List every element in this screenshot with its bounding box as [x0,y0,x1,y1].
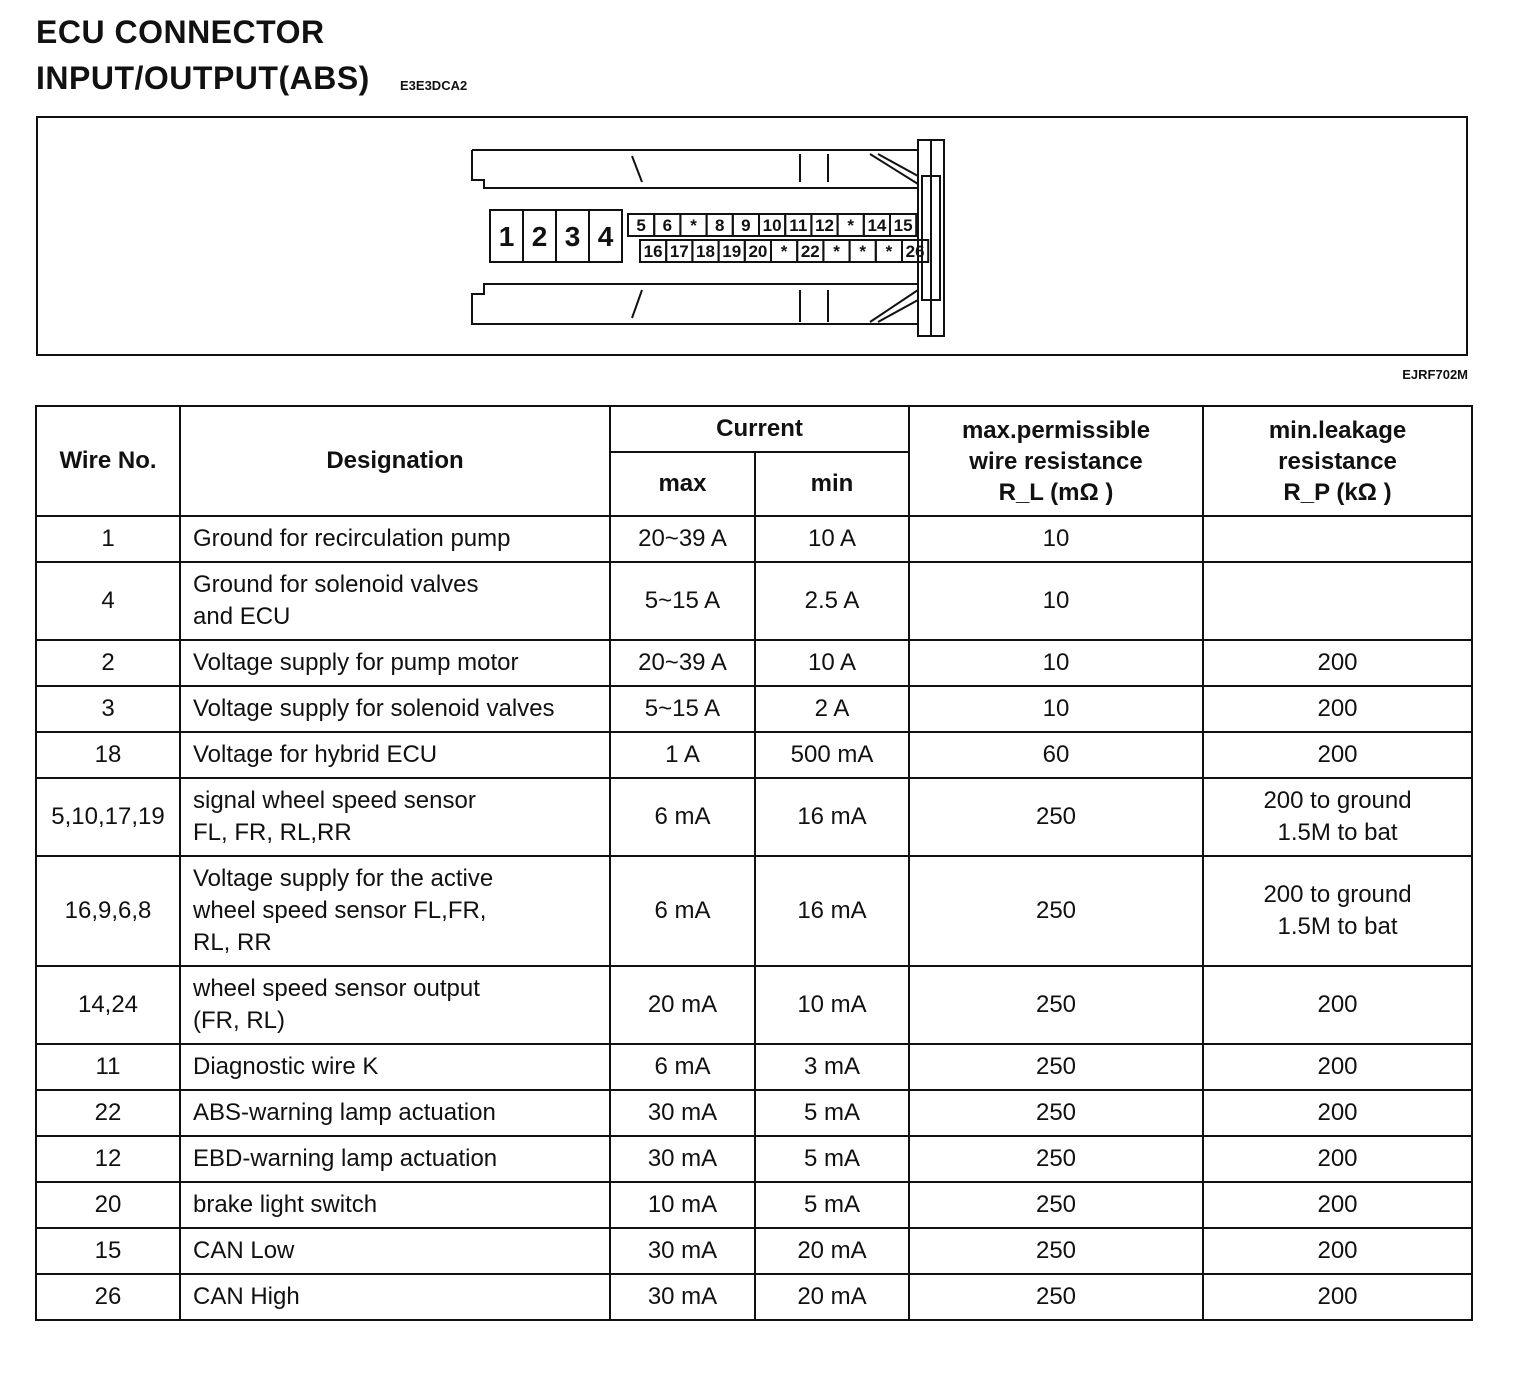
current-min-cell: 10 A [755,516,909,562]
designation-cell: CAN Low [180,1228,610,1274]
table-row [36,1136,1472,1182]
wire-resistance-cell: 60 [909,732,1203,778]
wire-resistance-cell: 250 [909,1182,1203,1228]
connector-pin [680,214,706,236]
table-row [36,1274,1472,1320]
current-min-cell: 16 mA [755,856,909,966]
leakage-resistance-cell: 200 [1203,1182,1472,1228]
table-row [36,562,1472,640]
table-row [36,640,1472,686]
leakage-resistance-cell: 200 [1203,966,1472,1044]
connector-diagram [36,116,1468,356]
current-max-cell: 6 mA [610,1044,755,1090]
connector-pin [707,214,733,236]
wire-resistance-cell: 250 [909,1090,1203,1136]
current-min-cell: 5 mA [755,1090,909,1136]
designation-cell: Ground for solenoid valves and ECU [180,562,610,640]
table-row [36,1044,1472,1090]
current-max-cell: 5~15 A [610,562,755,640]
connector-pin [692,240,718,262]
connector-drawing [38,118,1466,354]
wire-no-cell: 26 [36,1274,180,1320]
designation-cell: CAN High [180,1274,610,1320]
designation-cell: Voltage supply for the active wheel speed sensor FL,FR, RL, RR [180,856,610,966]
connector-pin [523,210,556,262]
document-code: E3E3DCA2 [400,78,468,93]
wire-resistance-cell: 250 [909,1044,1203,1090]
leakage-resistance-cell: 200 [1203,732,1472,778]
wire-no-cell: 5,10,17,19 [36,778,180,856]
designation-cell: Voltage for hybrid ECU [180,732,610,778]
wire-resistance-cell: 10 [909,640,1203,686]
current-min-cell: 20 mA [755,1274,909,1320]
wire-resistance-cell: 250 [909,1274,1203,1320]
leakage-resistance-cell: 200 [1203,1090,1472,1136]
leakage-resistance-cell: 200 [1203,1228,1472,1274]
wire-resistance-cell: 10 [909,516,1203,562]
current-max-cell: 30 mA [610,1274,755,1320]
current-min-cell: 500 mA [755,732,909,778]
connector-pin-label: * [847,216,855,236]
current-max-cell: 20~39 A [610,516,755,562]
current-min-cell: 5 mA [755,1136,909,1182]
connector-pin-label: 2 [531,221,548,253]
current-min-cell: 10 A [755,640,909,686]
connector-pin-label: 11 [789,216,808,236]
wire-resistance-cell: 10 [909,686,1203,732]
connector-pin [640,240,666,262]
wire-no-cell: 15 [36,1228,180,1274]
current-min-cell: 20 mA [755,1228,909,1274]
header-wire-no: Wire No. [36,406,180,516]
connector-pin-label: 20 [748,242,768,262]
table-row [36,516,1472,562]
connector-pin-label: 1 [498,221,515,253]
current-min-cell: 2 A [755,686,909,732]
connector-pin-label: 4 [597,221,614,253]
current-min-cell: 10 mA [755,966,909,1044]
connector-pin-label: 26 [905,242,925,262]
header-designation: Designation [180,406,610,516]
designation-cell: Diagnostic wire K [180,1044,610,1090]
connector-pin [759,214,785,236]
wire-resistance-cell: 250 [909,856,1203,966]
connector-pin [654,214,680,236]
connector-pin-label: 14 [867,216,887,236]
connector-pin [719,240,745,262]
wire-no-cell: 20 [36,1182,180,1228]
connector-pin [902,240,928,262]
header-leakage-resistance: min.leakage resistance R_P (kΩ ) [1203,406,1472,516]
page-subtitle: INPUT/OUTPUT(ABS) [36,60,370,96]
current-max-cell: 5~15 A [610,686,755,732]
connector-pin-label: 15 [893,216,913,236]
connector-pin-label: 10 [762,216,782,236]
wire-no-cell: 16,9,6,8 [36,856,180,966]
page-title: ECU CONNECTOR [36,14,325,50]
connector-pin [850,240,876,262]
current-min-cell: 2.5 A [755,562,909,640]
leakage-resistance-cell: 200 to ground 1.5M to bat [1203,856,1472,966]
designation-cell: Voltage supply for pump motor [180,640,610,686]
table-row [36,1182,1472,1228]
ecu-io-table [35,405,1473,1321]
connector-pin [876,240,902,262]
leakage-resistance-cell: 200 [1203,1044,1472,1090]
current-max-cell: 30 mA [610,1228,755,1274]
designation-cell: brake light switch [180,1182,610,1228]
connector-pin-label: * [780,242,788,262]
connector-pin [811,214,837,236]
current-min-cell: 3 mA [755,1044,909,1090]
wire-resistance-cell: 250 [909,778,1203,856]
connector-pin-label: 22 [800,242,820,262]
current-max-cell: 6 mA [610,778,755,856]
connector-pin-label: * [885,242,893,262]
wire-no-cell: 14,24 [36,966,180,1044]
connector-pin [666,240,692,262]
current-max-cell: 1 A [610,732,755,778]
connector-pin-label: 9 [741,216,751,236]
connector-pin-label: 8 [714,216,725,236]
connector-pin [556,210,589,262]
connector-pin [823,240,849,262]
connector-pin-label: 5 [636,216,646,236]
wire-resistance-cell: 250 [909,1136,1203,1182]
designation-cell: Ground for recirculation pump [180,516,610,562]
connector-pin [490,210,523,262]
header-current-min: min [755,452,909,516]
current-max-cell: 6 mA [610,856,755,966]
wire-no-cell: 11 [36,1044,180,1090]
table-row [36,856,1472,966]
current-min-cell: 5 mA [755,1182,909,1228]
wire-resistance-cell: 250 [909,966,1203,1044]
connector-pin [771,240,797,262]
header-current-max: max [610,452,755,516]
current-max-cell: 30 mA [610,1090,755,1136]
header-current: Current [610,406,909,452]
wire-resistance-cell: 10 [909,562,1203,640]
leakage-resistance-cell: 200 [1203,686,1472,732]
current-max-cell: 10 mA [610,1182,755,1228]
connector-pin [838,214,864,236]
connector-pin [797,240,823,262]
wire-no-cell: 4 [36,562,180,640]
leakage-resistance-cell [1203,516,1472,562]
connector-pin [890,214,916,236]
connector-pin [589,210,622,262]
table-row [36,1228,1472,1274]
leakage-resistance-cell: 200 [1203,1274,1472,1320]
current-min-cell: 16 mA [755,778,909,856]
connector-pin-label: 18 [696,242,715,262]
wire-resistance-cell: 250 [909,1228,1203,1274]
connector-pin-label: 3 [564,221,581,253]
wire-no-cell: 3 [36,686,180,732]
connector-pin-label: * [833,242,840,262]
header-wire-resistance: max.permissible wire resistance R_L (mΩ ) [909,406,1203,516]
connector-pin-label: * [690,216,697,236]
table-row [36,732,1472,778]
table-row [36,686,1472,732]
table-row [36,778,1472,856]
connector-pin-label: 6 [662,216,673,236]
connector-pin-label: * [859,242,867,262]
wire-no-cell: 2 [36,640,180,686]
connector-pin [785,214,811,236]
designation-cell: Voltage supply for solenoid valves [180,686,610,732]
designation-cell: ABS-warning lamp actuation [180,1090,610,1136]
leakage-resistance-cell: 200 [1203,640,1472,686]
table-row [36,1090,1472,1136]
wire-no-cell: 12 [36,1136,180,1182]
leakage-resistance-cell: 200 [1203,1136,1472,1182]
designation-cell: wheel speed sensor output (FR, RL) [180,966,610,1044]
wire-no-cell: 22 [36,1090,180,1136]
wire-no-cell: 18 [36,732,180,778]
connector-pin [628,214,654,236]
current-max-cell: 20~39 A [610,640,755,686]
connector-pin [864,214,890,236]
leakage-resistance-cell [1203,562,1472,640]
wire-no-cell: 1 [36,516,180,562]
leakage-resistance-cell: 200 to ground 1.5M to bat [1203,778,1472,856]
current-max-cell: 20 mA [610,966,755,1044]
connector-pin-label: 19 [722,242,742,262]
connector-pin [733,214,759,236]
connector-pin-label: 17 [669,242,689,262]
figure-code: EJRF702M [1402,367,1468,382]
connector-pin-label: 12 [815,216,834,236]
designation-cell: signal wheel speed sensor FL, FR, RL,RR [180,778,610,856]
connector-pin-label: 16 [643,242,663,262]
table-row [36,966,1472,1044]
connector-pin [745,240,771,262]
designation-cell: EBD-warning lamp actuation [180,1136,610,1182]
current-max-cell: 30 mA [610,1136,755,1182]
